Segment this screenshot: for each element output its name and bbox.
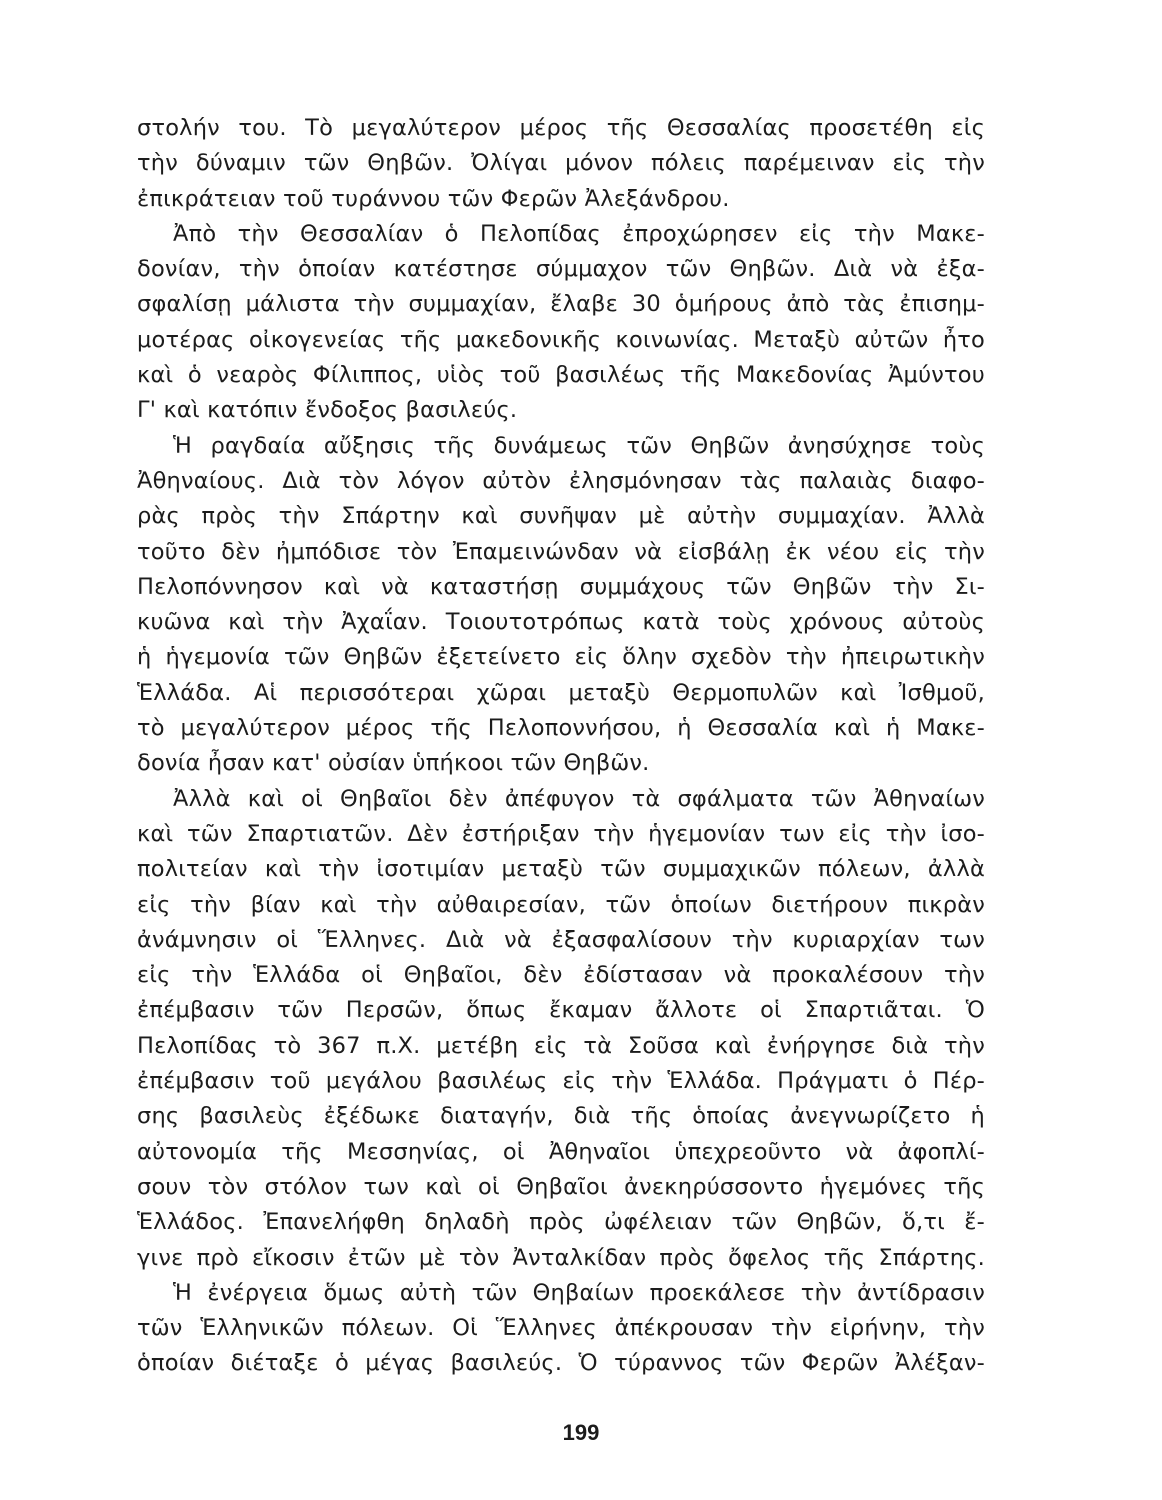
- text-line: εἰς τὴν Ἑλλάδα οἱ Θηβαῖοι, δὲν ἐδίστασαν νὰ προκαλέσουν τὴν: [137, 962, 985, 989]
- text-line: Ἀλλὰ καὶ οἱ Θηβαῖοι δὲν ἀπέφυγον τὰ σφάλματα τῶν Ἀθηναίων: [173, 785, 985, 812]
- text-line: στολήν του. Τὸ μεγαλύτερον μέρος τῆς Θεσσαλίας προσετέθη εἰς: [137, 115, 985, 141]
- text-line: Γ' καὶ κατόπιν ἔνδοξος βασιλεύς.: [137, 397, 518, 424]
- text-line: Ἑλλάδος. Ἐπανελήφθη δηλαδὴ πρὸς ὠφέλειαν τῶν Θηβῶν, ὅ,τι ἔ-: [137, 1209, 985, 1236]
- text-line: ἀνάμνησιν οἱ Ἕλληνες. Διὰ νὰ ἐξασφαλίσουν τὴν κυριαρχίαν των: [137, 926, 985, 953]
- page-body-text: [137, 111, 985, 1382]
- text-line: Ἑλλάδα. Αἱ περισσότεραι χῶραι μεταξὺ Θερμοπυλῶν καὶ Ἰσθμοῦ,: [137, 679, 985, 706]
- text-line: Ἀπὸ τὴν Θεσσαλίαν ὁ Πελοπίδας ἐπροχώρησεν εἰς τὴν Μακε-: [173, 220, 985, 247]
- text-line: ἐπέμβασιν τῶν Περσῶν, ὅπως ἔκαμαν ἄλλοτε οἱ Σπαρτιᾶται. Ὁ: [137, 997, 985, 1024]
- text-line: δονίαν, τὴν ὁποίαν κατέστησε σύμμαχον τῶν Θηβῶν. Διὰ νὰ ἐξα-: [137, 256, 985, 283]
- text-line: γινε πρὸ εἴκοσιν ἐτῶν μὲ τὸν Ἀνταλκίδαν πρὸς ὄφελος τῆς Σπάρτης.: [137, 1244, 985, 1271]
- text-line: Ἡ ραγδαία αὔξησις τῆς δυνάμεως τῶν Θηβῶν ἀνησύχησε τοὺς: [173, 432, 985, 459]
- text-line: Πελοπόννησον καὶ νὰ καταστήσῃ συμμάχους τῶν Θηβῶν τὴν Σι-: [137, 573, 985, 600]
- text-line: δονία ἦσαν κατ' οὐσίαν ὑπήκοοι τῶν Θηβῶν.: [137, 750, 650, 777]
- text-line: Ἀθηναίους. Διὰ τὸν λόγον αὐτὸν ἐλησμόνησαν τὰς παλαιὰς διαφο-: [137, 467, 985, 494]
- text-line: τὸ μεγαλύτερον μέρος τῆς Πελοποννήσου, ἡ Θεσσαλία καὶ ἡ Μακε-: [137, 715, 985, 742]
- text-line: σης βασιλεὺς ἐξέδωκε διαταγήν, διὰ τῆς ὁποίας ἀνεγνωρίζετο ἡ: [137, 1103, 985, 1130]
- text-line: τῶν Ἑλληνικῶν πόλεων. Οἱ Ἕλληνες ἀπέκρουσαν τὴν εἰρήνην, τὴν: [137, 1315, 985, 1342]
- text-line: καὶ ὁ νεαρὸς Φίλιππος, υἱὸς τοῦ βασιλέως τῆς Μακεδονίας Ἀμύντου: [137, 362, 985, 389]
- text-line: ὁποίαν διέταξε ὁ μέγας βασιλεύς. Ὁ τύραννος τῶν Φερῶν Ἀλέξαν-: [137, 1350, 985, 1377]
- page-number: 199: [562, 1420, 600, 1445]
- text-line: Πελοπίδας τὸ 367 π.Χ. μετέβη εἰς τὰ Σοῦσα καὶ ἐνήργησε διὰ τὴν: [137, 1032, 985, 1059]
- text-line: μοτέρας οἰκογενείας τῆς μακεδονικῆς κοινωνίας. Μεταξὺ αὐτῶν ἦτο: [137, 326, 985, 353]
- text-line: σφαλίσῃ μάλιστα τὴν συμμαχίαν, ἔλαβε 30 ὁμήρους ἀπὸ τὰς ἐπισημ-: [137, 291, 985, 318]
- text-line: ρὰς πρὸς τὴν Σπάρτην καὶ συνῆψαν μὲ αὐτὴν συμμαχίαν. Ἀλλὰ: [137, 503, 985, 530]
- text-line: Ἡ ἐνέργεια ὅμως αὐτὴ τῶν Θηβαίων προεκάλεσε τὴν ἀντίδρασιν: [173, 1279, 985, 1306]
- text-line: εἰς τὴν βίαν καὶ τὴν αὐθαιρεσίαν, τῶν ὁποίων διετήρουν πικρὰν: [137, 891, 985, 918]
- text-line: ἡ ἡγεμονία τῶν Θηβῶν ἐξετείνετο εἰς ὅλην σχεδὸν τὴν ἠπειρωτικὴν: [137, 644, 985, 671]
- text-line: πολιτείαν καὶ τὴν ἰσοτιμίαν μεταξὺ τῶν συμμαχικῶν πόλεων, ἀλλὰ: [137, 856, 985, 883]
- text-line: τοῦτο δὲν ἠμπόδισε τὸν Ἐπαμεινώνδαν νὰ εἰσβάλῃ ἐκ νέου εἰς τὴν: [137, 538, 985, 565]
- text-line: κυῶνα καὶ τὴν Ἀχαΐαν. Τοιουτοτρόπως κατὰ τοὺς χρόνους αὐτοὺς: [137, 609, 985, 636]
- text-line: σουν τὸν στόλον των καὶ οἱ Θηβαῖοι ἀνεκηρύσσοντο ἡγεμόνες τῆς: [137, 1173, 985, 1200]
- text-line: αὐτονομία τῆς Μεσσηνίας, οἱ Ἀθηναῖοι ὑπεχρεοῦντο νὰ ἀφοπλί-: [137, 1138, 985, 1165]
- text-line: τὴν δύναμιν τῶν Θηβῶν. Ὀλίγαι μόνον πόλεις παρέμειναν εἰς τὴν: [137, 150, 985, 177]
- text-line: καὶ τῶν Σπαρτιατῶν. Δὲν ἐστήριξαν τὴν ἡγεμονίαν των εἰς τὴν ἰσο-: [137, 820, 985, 847]
- text-line: ἐπικράτειαν τοῦ τυράννου τῶν Φερῶν Ἀλεξάνδρου.: [137, 185, 730, 212]
- text-line: ἐπέμβασιν τοῦ μεγάλου βασιλέως εἰς τὴν Ἑλλάδα. Πράγματι ὁ Πέρ-: [137, 1068, 985, 1095]
